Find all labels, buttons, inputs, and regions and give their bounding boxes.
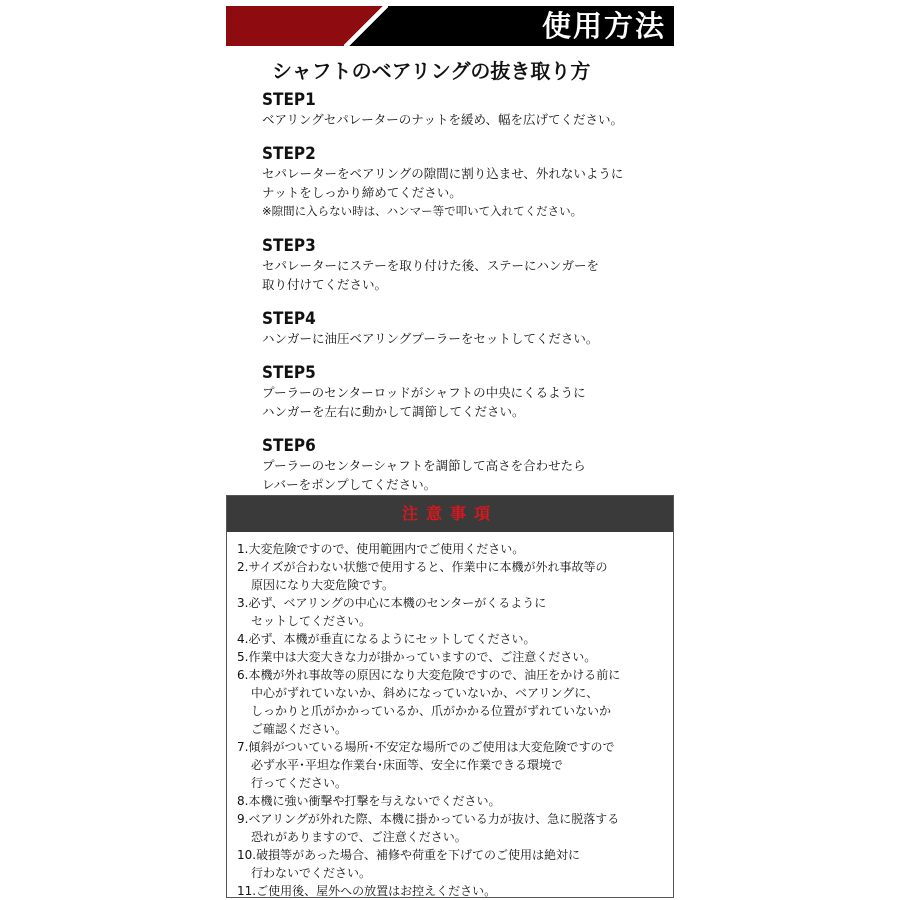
caution-item: セットしてください。 xyxy=(251,614,372,628)
header-banner xyxy=(226,6,674,46)
caution-item: 1.大変危険ですので、使用範囲内でご使用ください。 xyxy=(237,542,525,556)
step-text: セパレーターにステーを取り付けた後、ステーにハンガーを xyxy=(262,258,600,273)
section-subtitle: シャフトのベアリングの抜き取り方 xyxy=(272,59,591,83)
caution-item: 11.ご使用後、屋外への放置はお控えください。 xyxy=(237,884,497,898)
caution-item: 必ず水平･平坦な作業台･床面等、安全に作業できる環境で xyxy=(251,758,564,772)
step-text: レバーをポンプしてください。 xyxy=(262,477,437,492)
caution-item: 中心がずれていないか、斜めになっていないか、ベアリングに、 xyxy=(251,686,599,700)
caution-item: 8.本機に強い衝撃や打撃を与えないでください。 xyxy=(237,794,501,808)
caution-item: 4.必ず、本機が垂直になるようにセットしてください。 xyxy=(237,632,536,646)
step-text: プーラーのセンターロッドがシャフトの中央にくるように xyxy=(262,385,586,400)
caution-item: 6.本機が外れ事故等の原因になり大変危険ですので、油圧をかける前に xyxy=(237,668,621,682)
caution-item: 行ってください。 xyxy=(251,776,348,790)
step-text: ベアリングセパレーターのナットを緩め、幅を広げてください。 xyxy=(262,112,624,127)
step-title: STEP2 xyxy=(262,144,316,164)
caution-item: 5.作業中は大変大きな力が掛かっていますので、ご注意ください。 xyxy=(237,650,597,664)
step-item xyxy=(262,436,682,494)
step-item xyxy=(262,90,682,129)
caution-item: 9.ベアリングが外れた際、本機に掛かっている力が抜け、急に脱落する xyxy=(237,812,620,826)
caution-list xyxy=(227,532,673,900)
steps-list xyxy=(262,90,682,494)
step-title: STEP3 xyxy=(262,236,316,256)
step-item xyxy=(262,309,682,348)
caution-item: 10.破損等があった場合、補修や荷重を下げてのご使用は絶対に xyxy=(237,848,580,862)
caution-item: しっかりと爪がかかっているか、爪がかかる位置がずれていないか xyxy=(251,704,612,718)
caution-item: 2.サイズが合わない状態で使用すると、作業中に本機が外れ事故等の xyxy=(237,560,608,574)
step-text: セパレーターをベアリングの隙間に割り込ませ、外れないように xyxy=(262,166,624,181)
step-text: ハンガーを左右に動かして調節してください。 xyxy=(262,404,525,419)
step-text: ※隙間に入らない時は、ハンマー等で叩いて入れてください。 xyxy=(262,204,583,218)
step-text: プーラーのセンターシャフトを調節して高さを合わせたら xyxy=(262,458,586,473)
step-title: STEP6 xyxy=(262,436,316,456)
step-text: ナットをしっかり締めてください。 xyxy=(262,185,462,200)
caution-heading: 注意事項 xyxy=(227,496,673,532)
step-item xyxy=(262,236,682,294)
step-title: STEP5 xyxy=(262,363,316,383)
caution-item: 恐れがありますので、ご注意ください。 xyxy=(251,830,467,844)
step-text: ハンガーに油圧ベアリングプーラーをセットしてください。 xyxy=(262,331,599,346)
caution-item: 7.傾斜がついている場所･不安定な場所でのご使用は大変危険ですので xyxy=(237,740,615,754)
step-item xyxy=(262,144,682,221)
step-text: 取り付けてください。 xyxy=(262,277,388,292)
caution-box xyxy=(226,495,674,898)
caution-item: 原因になり大変危険です。 xyxy=(251,578,395,592)
step-title: STEP4 xyxy=(262,309,316,329)
banner-divider xyxy=(344,6,388,46)
page-title: 使用方法 xyxy=(541,9,666,43)
caution-item: 3.必ず、ベアリングの中心に本機のセンターがくるように xyxy=(237,596,547,610)
caution-item: ご確認ください。 xyxy=(251,722,348,736)
caution-item: 行わないでください。 xyxy=(251,866,372,880)
step-title: STEP1 xyxy=(262,90,316,110)
step-item xyxy=(262,363,682,421)
